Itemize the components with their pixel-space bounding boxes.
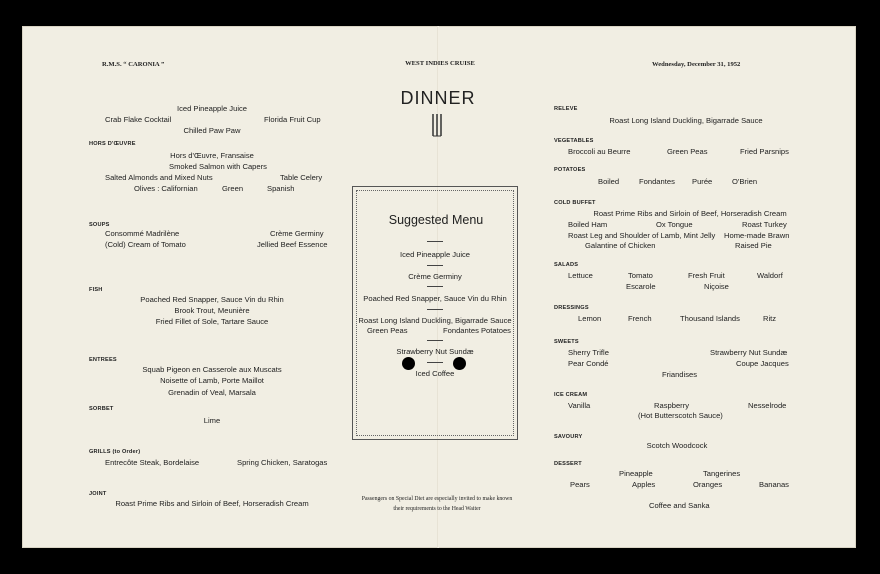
menu-item: Coupe Jacques [736,359,789,368]
menu-card [22,26,856,548]
starter-item: Iced Pineapple Juice [176,104,248,113]
menu-item: Roast Leg and Shoulder of Lamb, Mint Jelly [568,231,716,240]
menu-item: Jellied Beef Essence [257,240,328,249]
section-heading-joint: JOINT [89,491,107,497]
menu-item: Grenadin of Veal, Marsala [168,388,256,397]
divider [427,265,443,266]
menu-item: Olives : Californian [134,184,198,193]
menu-item: Strawberry Nut Sundæ [710,348,788,357]
section-heading-salads: SALADS [554,262,579,268]
menu-item: Escarole [626,282,656,291]
divider [427,309,443,310]
menu-item: Raised Pie [735,241,772,250]
menu-item: Ritz [763,314,777,323]
menu-item: Oranges [693,480,723,489]
divider [427,286,443,287]
menu-item: Pear Condé [568,359,609,368]
menu-item: Nesselrode [748,401,787,410]
menu-item: French [628,314,652,323]
ship-name: R.M.S. “ CARONIA ” [102,61,165,68]
fork-icon [428,112,448,138]
menu-item: Fried Parsnips [740,147,789,156]
menu-item: Fresh Fruit [688,271,725,280]
menu-date: Wednesday, December 31, 1952 [652,61,741,68]
punch-hole [453,357,466,370]
grills-note: (to Order) [112,449,141,455]
section-heading-ice-cream: ICE CREAM [554,392,588,398]
dinner-title: DINNER [400,88,476,108]
menu-item: Roast Prime Ribs and Sirloin of Beef, Horseradish Cream [593,209,787,218]
menu-item: Roast Turkey [742,220,787,229]
section-heading-dessert: DESSERT [554,461,582,467]
menu-item: Lime [203,416,221,425]
section-heading-savoury: SAVOURY [554,434,583,440]
suggested-item: Strawberry Nut Sundæ [396,347,474,356]
starter-item: Florida Fruit Cup [264,115,321,124]
menu-item: Bananas [759,480,789,489]
menu-item: (Hot Butterscotch Sauce) [638,411,723,420]
menu-item: Tangerines [703,469,741,478]
menu-item: Crème Germiny [270,229,324,238]
suggested-item: Green Peas [367,326,408,335]
suggested-item: Iced Coffee [415,369,455,378]
menu-item: Fondantes [639,177,675,186]
menu-item: Raspberry [654,401,690,410]
menu-item: Squab Pigeon en Casserole aux Muscats [142,365,282,374]
section-heading-cold-buffet: COLD BUFFET [554,200,596,206]
menu-item: Noisette of Lamb, Porte Maillot [160,376,264,385]
section-heading-potatoes: POTATOES [554,167,586,173]
divider [427,241,443,242]
menu-item: Waldorf [757,271,783,280]
starter-item: Chilled Paw Paw [183,126,241,135]
menu-item: Smoked Salmon with Capers [169,162,267,171]
section-heading-dressings: DRESSINGS [554,305,589,311]
menu-item: Hors d'Œuvre, Fransaise [170,151,254,160]
menu-item: Niçoise [704,282,729,291]
menu-item: Home-made Brawn [724,231,790,240]
menu-item: Coffee and Sanka [649,501,710,510]
menu-item: Boiled Ham [568,220,608,229]
suggested-item: Poached Red Snapper, Sauce Vin du Rhin [363,294,507,303]
menu-item: Friandises [662,370,698,379]
menu-item: Spring Chicken, Saratogas [237,458,328,467]
suggested-item: Iced Pineapple Juice [399,250,471,259]
menu-item: Scotch Woodcock [646,441,708,450]
menu-item: Vanilla [568,401,591,410]
grills-label: GRILLS [89,449,111,455]
menu-item: Lemon [578,314,602,323]
cruise-name: WEST INDIES CRUISE [405,60,475,67]
menu-item: Poached Red Snapper, Sauce Vin du Rhin [140,295,284,304]
menu-item: Roast Long Island Duckling, Bigarrade Sauce [609,116,763,125]
suggested-item: Roast Long Island Duckling, Bigarrade Sauce [358,316,512,325]
footer-note-line-2: their requirements to the Head Waiter [393,506,481,512]
suggested-item: Fondantes Potatoes [443,326,511,335]
menu-item: Tomato [628,271,653,280]
section-heading-releve: RELEVE [554,106,578,112]
menu-item: Consommé Madrilène [105,229,180,238]
section-heading-entrees: ENTREES [89,357,117,363]
section-heading-grills [89,447,140,457]
starter-item: Crab Flake Cocktail [105,115,172,124]
section-heading-vegetables: VEGETABLES [554,138,594,144]
suggested-menu-heading: Suggested Menu [388,213,484,227]
section-heading-soups: SOUPS [89,222,110,228]
menu-item: Roast Prime Ribs and Sirloin of Beef, Horseradish Cream [115,499,309,508]
menu-item: Purée [692,177,713,186]
section-heading-sorbet: SORBET [89,406,114,412]
menu-item: Brook Trout, Meunière [174,306,250,315]
section-heading-fish: FISH [89,287,103,293]
menu-item: Salted Almonds and Mixed Nuts [105,173,213,182]
divider [427,362,443,363]
menu-item: Lettuce [568,271,593,280]
section-heading-hors-doeuvre: HORS D'ŒUVRE [89,141,136,147]
menu-item: (Cold) Cream of Tomato [105,240,186,249]
menu-item: Spanish [267,184,295,193]
menu-item: Fried Fillet of Sole, Tartare Sauce [155,317,269,326]
section-heading-sweets: SWEETS [554,339,579,345]
menu-item: Boiled [598,177,620,186]
suggested-item: Crème Germiny [408,272,462,281]
menu-item: O'Brien [732,177,758,186]
menu-item: Broccoli au Beurre [568,147,631,156]
menu-item: Green Peas [667,147,708,156]
menu-item: Ox Tongue [656,220,693,229]
divider [427,340,443,341]
menu-item: Pears [570,480,590,489]
menu-item: Table Celery [280,173,323,182]
menu-item: Green [222,184,244,193]
menu-item: Galantine of Chicken [585,241,656,250]
menu-item: Apples [632,480,656,489]
menu-item: Pineapple [619,469,653,478]
menu-item: Sherry Trifle [568,348,609,357]
footer-note-line-1: Passengers on Special Diet are especially invited to make known [361,496,513,502]
menu-item: Entrecôte Steak, Bordelaise [105,458,200,467]
punch-hole [402,357,415,370]
menu-item: Thousand Islands [680,314,740,323]
